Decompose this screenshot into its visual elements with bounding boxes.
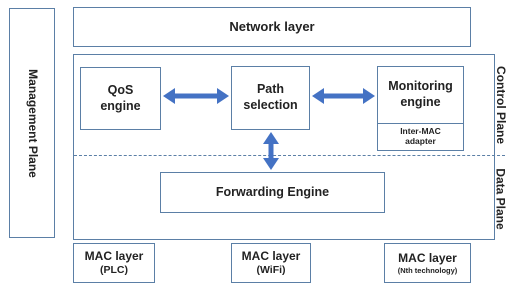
mac-layer-nth-sub: (Nth technology) xyxy=(397,265,458,275)
forwarding-engine-label: Forwarding Engine xyxy=(215,184,330,199)
arrow-path-monitoring xyxy=(312,88,375,104)
qos-engine-label: QoS engine xyxy=(100,82,141,113)
management-plane-label: Management Plane xyxy=(25,68,40,178)
mac-layer-nth-title: MAC layer xyxy=(398,250,457,265)
data-plane-label: Data Plane xyxy=(493,168,508,230)
arrow-qos-path xyxy=(163,88,229,104)
control-plane-label: Control Plane xyxy=(494,65,508,145)
mac-layer-plc-title: MAC layer xyxy=(84,248,144,263)
monitoring-engine-label: Monitoring engine xyxy=(388,79,453,109)
inter-mac-adapter-label: Inter-MAC adapter xyxy=(400,126,441,146)
path-selection-label: Path selection xyxy=(243,82,298,112)
mac-layer-wifi-title: MAC layer xyxy=(241,248,301,263)
mac-layer-plc-sub: (PLC) xyxy=(100,263,128,276)
network-layer-label: Network layer xyxy=(229,18,315,34)
mac-layer-wifi-sub: (WiFi) xyxy=(256,263,286,276)
arrow-path-forwarding xyxy=(263,132,279,170)
